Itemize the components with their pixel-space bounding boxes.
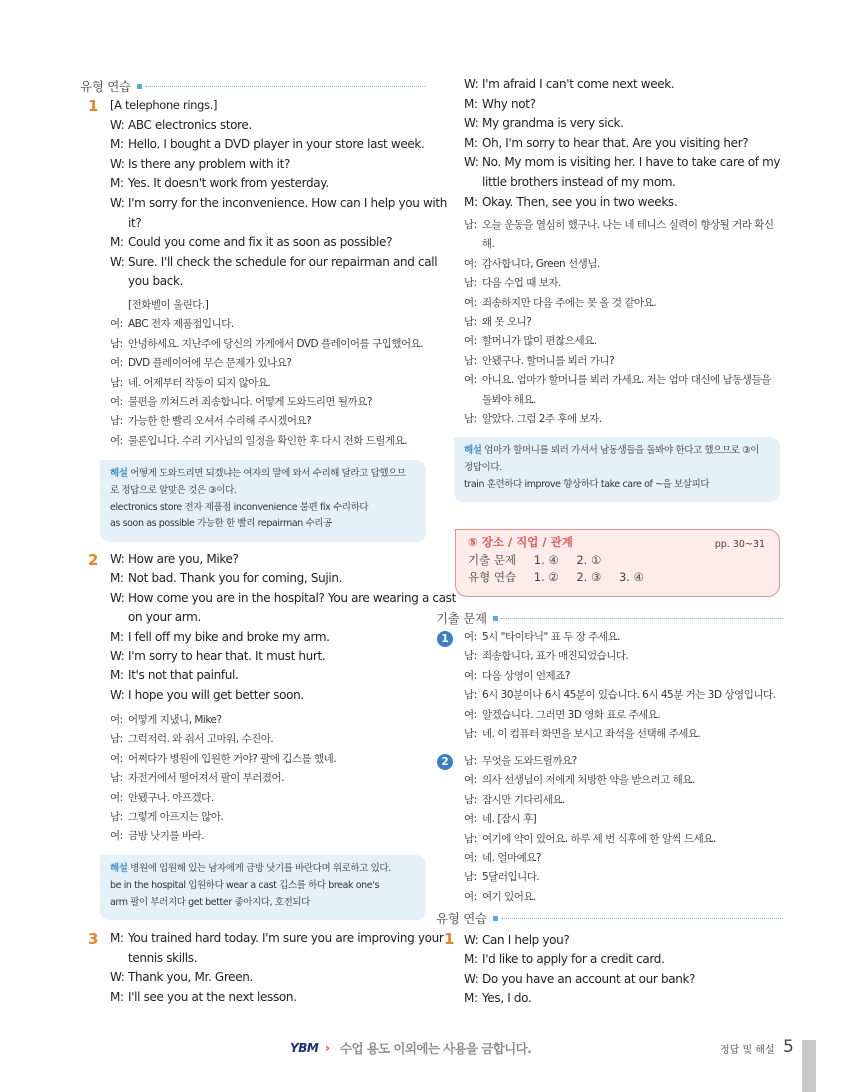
- line-text: How come you are in the hospital? You are wearing a cast: [128, 590, 456, 605]
- speaker-label: M:: [110, 989, 124, 1004]
- dialogue-line: [464, 114, 624, 134]
- line-text: Do you have an account at our bank?: [482, 971, 696, 986]
- explanation-line: [110, 895, 416, 912]
- dialogue-line: [464, 255, 600, 275]
- line-text: 오늘 운동을 열심히 했구나. 나는 네 테니스 실력이 향상될 거라 확신: [482, 219, 774, 231]
- line-text: it?: [128, 215, 142, 230]
- answer-row2-label: 유형 연습: [468, 570, 517, 584]
- line-text: I'm sorry to hear that. It must hurt.: [128, 649, 326, 663]
- speaker-label: M:: [110, 176, 124, 191]
- dialogue-line: [464, 216, 774, 236]
- speaker-label: W:: [110, 590, 125, 605]
- dialogue-line: [464, 752, 577, 772]
- speaker-label: M:: [464, 952, 478, 967]
- speaker-label: 남:: [464, 316, 477, 328]
- dialogue-line: [110, 769, 284, 789]
- dialogue-line: [464, 791, 565, 811]
- explanation-line: [110, 500, 416, 517]
- dialogue-line: [110, 550, 239, 570]
- dialogue-line: [110, 750, 336, 770]
- speaker-label: 여:: [464, 631, 477, 643]
- explanation-text: 로 정답으로 알맞은 것은 ③이다.: [110, 484, 237, 496]
- line-text: 감사합니다, Green 선생님.: [482, 257, 600, 270]
- dialogue-line: [464, 706, 660, 726]
- dialogue-line: [464, 849, 541, 869]
- line-text: 가능한 한 빨리 오셔서 수리해 주시겠어요?: [128, 415, 312, 428]
- line-text: 다음 상영이 언제죠?: [482, 669, 570, 682]
- speaker-label: 여:: [464, 708, 477, 721]
- speaker-label: 남:: [110, 733, 123, 746]
- answer-value: 1. ④: [533, 552, 559, 567]
- speaker-label: M:: [110, 668, 124, 683]
- dialogue-line: [464, 235, 494, 255]
- speaker-label: 여:: [464, 852, 477, 864]
- speaker-label: 남:: [464, 728, 477, 740]
- line-text: Yes. It doesn't work from yesterday.: [128, 176, 329, 191]
- line-text: My grandma is very sick.: [482, 116, 624, 131]
- dialogue-line: [110, 253, 437, 273]
- dialogue-line: [464, 294, 656, 314]
- speaker-label: W:: [464, 77, 479, 91]
- dialogue-line: [464, 173, 676, 193]
- line-text: 그렇게 아프지는 않아.: [128, 811, 224, 823]
- line-text: Sure. I'll check the schedule for our repairman and call: [128, 254, 438, 269]
- speaker-label: 남:: [110, 811, 123, 823]
- speaker-label: 여:: [110, 318, 123, 331]
- dialogue-line: [110, 647, 325, 667]
- dialogue-line: [464, 371, 771, 391]
- speaker-label: M:: [110, 931, 124, 945]
- line-text: 5달러입니다.: [482, 871, 540, 884]
- line-text: Thank you, Mr. Green.: [128, 970, 253, 985]
- dialogue-line: [110, 174, 329, 194]
- speaker-label: 남:: [464, 277, 477, 290]
- speaker-label: W:: [110, 156, 125, 171]
- line-text: little brothers instead of my mom.: [482, 175, 676, 189]
- dialogue-line: [464, 830, 716, 850]
- dialogue-line: [464, 193, 677, 213]
- speaker-label: 남:: [464, 650, 477, 663]
- speaker-label: W:: [110, 552, 125, 566]
- line-text: 안녕하세요. 지난주에 당신의 가게에서 DVD 플레이어를 구입했어요.: [128, 337, 424, 350]
- line-text: It's not that painful.: [128, 668, 239, 683]
- speaker-label: 남:: [464, 354, 477, 367]
- speaker-label: M:: [464, 135, 478, 150]
- line-text: 5시 "타이타닉" 표 두 장 주세요.: [482, 631, 620, 643]
- dialogue-line: [110, 272, 183, 292]
- speaker-label: M:: [110, 571, 124, 586]
- dialogue-line: [110, 608, 201, 628]
- line-text: 안됐구나. 아프겠다.: [128, 791, 214, 804]
- line-text: 불편을 끼쳐드려 죄송합니다. 어떻게 도와드리면 될까요?: [128, 396, 372, 408]
- heading-rule: [145, 86, 425, 87]
- speaker-label: M:: [464, 96, 478, 111]
- speaker-label: 남:: [110, 337, 123, 350]
- speaker-label: W:: [464, 116, 479, 131]
- line-text: 잠시만 기다리세요.: [482, 793, 565, 806]
- line-text: No. My mom is visiting her. I have to take care of my: [482, 155, 781, 170]
- speaker-label: W:: [464, 155, 479, 170]
- dialogue-line: [110, 412, 311, 432]
- speaker-label: 남:: [464, 755, 477, 767]
- dialogue-line: [110, 393, 372, 413]
- line-text: Is there any problem with it?: [128, 156, 291, 171]
- explanation-line: [464, 460, 770, 477]
- line-text: 네. 얼마예요?: [482, 852, 541, 864]
- answer-value: 2. ③: [576, 570, 602, 584]
- line-text: Not bad. Thank you for coming, Sujin.: [128, 571, 343, 586]
- dialogue-line: [110, 949, 197, 969]
- explanation-text: 어떻게 도와드리면 되겠냐는 여자의 말에 와서 수리해 달라고 답했으므: [130, 468, 406, 479]
- speaker-label: 여:: [464, 774, 477, 787]
- dialogue-line: [464, 647, 628, 667]
- line-text: on your arm.: [128, 610, 201, 625]
- explanation-text: 정답이다.: [464, 461, 502, 473]
- dialogue-line: [110, 194, 447, 214]
- question-1-explanation: [100, 460, 426, 542]
- speaker-label: 남:: [110, 376, 123, 389]
- line-text: I fell off my bike and broke my arm.: [128, 629, 330, 644]
- line-text: 다음 수업 때 보자.: [482, 277, 561, 290]
- dialogue-line: [464, 75, 674, 95]
- line-text: 죄송하지만 다음 주에는 못 올 것 같아요.: [482, 296, 657, 309]
- speaker-label: 남:: [464, 219, 477, 231]
- line-text: 알았다. 그럼 2주 후에 보자.: [482, 413, 602, 425]
- line-text: 네. 이 컴퓨터 화면을 보시고 좌석을 선택해 주세요.: [482, 728, 701, 740]
- ybm-logo: YBM: [290, 1041, 319, 1055]
- line-text: [전화벨이 울린다.]: [128, 299, 209, 311]
- dialogue-line: [464, 888, 536, 908]
- answer-value: 2. ①: [576, 552, 602, 567]
- practice-number-1: 1: [444, 930, 455, 948]
- dialogue-line: [464, 931, 569, 951]
- explanation-line: [464, 443, 770, 460]
- heading-marker-icon: [137, 84, 142, 89]
- dialogue-line: [110, 968, 253, 988]
- dialogue-line: [464, 153, 780, 173]
- dialogue-line: [464, 868, 539, 888]
- explanation-label: 해설: [110, 468, 128, 479]
- dialogue-line: [110, 354, 291, 374]
- question-3-explanation: [454, 437, 780, 502]
- dialogue-line: [110, 335, 423, 355]
- dialogue-line: [464, 313, 531, 333]
- dialogue-line: [110, 233, 392, 253]
- dialogue-line: [110, 432, 407, 452]
- speaker-label: 여:: [110, 434, 123, 447]
- dialogue-line: [464, 95, 536, 115]
- speaker-label: 남:: [464, 793, 477, 806]
- line-text: 아니요. 엄마가 할머니를 뵈러 가세요. 저는 엄마 대신에 남동생들을: [482, 374, 771, 387]
- dialogue-line: [110, 315, 234, 335]
- dialogue-line: [110, 808, 223, 828]
- past-exam-number-1: 1: [437, 631, 453, 647]
- dialogue-line: [110, 686, 304, 706]
- dialogue-line: [464, 134, 748, 154]
- explanation-line: [110, 878, 416, 895]
- speaker-label: 여:: [110, 830, 123, 843]
- speaker-label: 여:: [464, 669, 477, 682]
- line-text: 여기 있어요.: [482, 890, 536, 903]
- speaker-label: W:: [464, 971, 479, 986]
- dialogue-line: [110, 374, 270, 394]
- dialogue-line: [110, 730, 273, 750]
- line-text: DVD 플레이어에 무슨 문제가 있나요?: [128, 357, 292, 370]
- speaker-label: 남:: [464, 832, 477, 845]
- section-heading-past-exam: 기출 문제: [436, 609, 783, 627]
- line-text: I'm afraid I can't come next week.: [482, 77, 675, 91]
- dialogue-line: [464, 332, 597, 352]
- line-text: I'm sorry for the inconvenience. How can I help you with: [128, 196, 448, 210]
- line-text: You trained hard today. I'm sure you are improving your: [128, 931, 444, 945]
- dialogue-line: [464, 989, 531, 1009]
- explanation-text: as soon as possible 가능한 한 빨리 repairman 수리공: [110, 518, 332, 530]
- speaker-label: W:: [110, 687, 125, 702]
- explanation-text: 병원에 입원해 있는 남자에게 금방 낫기를 바란다며 위로하고 있다.: [130, 863, 391, 874]
- speaker-label: 여:: [464, 813, 477, 826]
- line-text: 의사 선생님이 저에게 처방한 약을 받으려고 해요.: [482, 774, 695, 787]
- dialogue-line: [110, 628, 330, 648]
- line-text: 6시 30분이나 6시 45분이 있습니다. 6시 45분 거는 3D 상영입니다.: [482, 689, 776, 702]
- page-number: 5: [783, 1037, 794, 1057]
- dialogue-line: [110, 711, 222, 731]
- line-text: I hope you will get better soon.: [128, 687, 304, 702]
- section-heading-practice: 유형 연습: [80, 77, 425, 95]
- line-text: 해.: [482, 238, 495, 251]
- dialogue-line: [464, 352, 614, 372]
- line-text: Can I help you?: [482, 933, 570, 947]
- dialogue-line: [464, 410, 602, 430]
- dialogue-line: [110, 155, 290, 175]
- line-text: 자전거에서 떨어져서 팔이 부러졌어.: [128, 772, 284, 785]
- speaker-label: 여:: [110, 396, 123, 408]
- line-text: [A telephone rings.]: [110, 98, 218, 112]
- speaker-label: W:: [110, 117, 125, 132]
- speaker-label: 여:: [110, 357, 123, 370]
- question-number-1: 1: [88, 97, 99, 115]
- explanation-text: electronics store 전자 제품점 inconvenience 불편 fix 수리하다: [110, 501, 369, 513]
- explanation-line: [110, 861, 416, 878]
- copyright-notice: 수업 용도 이외에는 사용을 금합니다.: [340, 1041, 532, 1056]
- line-text: tennis skills.: [128, 950, 198, 965]
- answer-value: 3. ④: [618, 570, 644, 584]
- dialogue-line: [464, 810, 536, 830]
- speaker-label: 여:: [464, 257, 477, 270]
- line-text: 돌봐야 해요.: [482, 393, 536, 406]
- speaker-label: M:: [464, 991, 478, 1006]
- speaker-label: 여:: [464, 374, 477, 387]
- line-text: you back.: [128, 274, 184, 289]
- speaker-label: M:: [110, 629, 124, 644]
- line-text: 어떻게 지냈니, Mike?: [128, 714, 222, 726]
- heading-rule: [501, 618, 783, 619]
- question-number-3: 3: [88, 930, 99, 948]
- explanation-label: 해설: [110, 863, 128, 874]
- heading-marker-icon: [493, 616, 498, 621]
- explanation-line: [110, 516, 416, 533]
- line-text: I'll see you at the next lesson.: [128, 989, 297, 1004]
- dialogue-line: [110, 214, 141, 234]
- answer-value: 1. ②: [533, 570, 559, 584]
- explanation-text: be in the hospital 입원하다 wear a cast 깁스를 하다 break one's: [110, 879, 379, 891]
- dialogue-line: [464, 970, 695, 990]
- line-text: Could you come and fix it as soon as possible?: [128, 235, 393, 250]
- speaker-label: M:: [110, 235, 124, 250]
- answer-row1-label: 기출 문제: [468, 552, 517, 567]
- line-text: 무엇을 도와드릴까요?: [482, 755, 577, 767]
- chevron-right-icon: ›: [325, 1041, 330, 1055]
- speaker-label: 남:: [110, 772, 123, 785]
- dialogue-line: [464, 950, 664, 970]
- explanation-text: 엄마가 할머니를 뵈러 가셔서 남동생들을 돌봐야 한다고 했으므로 ③이: [484, 445, 760, 456]
- line-text: ABC 전자 제품점입니다.: [128, 318, 234, 331]
- line-text: I'd like to apply for a credit card.: [482, 952, 665, 967]
- explanation-line: [110, 483, 416, 500]
- speaker-label: 남:: [464, 871, 477, 884]
- dialogue-line: [110, 569, 342, 589]
- explanation-text: arm 팔이 부러지다 get better 좋아지다, 호전되다: [110, 896, 310, 908]
- line-text: Why not?: [482, 96, 536, 111]
- line-text: 왜 못 오니?: [482, 316, 532, 328]
- line-text: 죄송합니다, 표가 매진되었습니다.: [482, 650, 629, 663]
- dialogue-line: [110, 135, 424, 155]
- line-text: Okay. Then, see you in two weeks.: [482, 194, 678, 209]
- speaker-label: 여:: [110, 791, 123, 804]
- line-text: 네. [잠시 후]: [482, 813, 537, 826]
- line-text: Hello. I bought a DVD player in your store last week.: [128, 137, 425, 152]
- line-text: 알겠습니다. 그러면 3D 영화 표로 주세요.: [482, 708, 661, 721]
- dialogue-line: [464, 667, 570, 687]
- speaker-label: M:: [464, 194, 478, 209]
- line-text: 할머니가 많이 편찮으세요.: [482, 335, 597, 348]
- heading-marker-icon: [493, 916, 498, 921]
- line-text: 금방 낫기를 바라.: [128, 830, 205, 843]
- explanation-text: train 훈련하다 improve 향상하다 take care of ~을 보살피다: [464, 478, 710, 490]
- dialogue-line: [110, 988, 297, 1008]
- speaker-label: 남:: [464, 413, 477, 425]
- line-text: 그럭저럭. 와 줘서 고마워, 수진아.: [128, 733, 274, 746]
- speaker-label: 남:: [110, 415, 123, 428]
- dialogue-line: [110, 116, 252, 136]
- line-text: 여기에 약이 있어요. 하루 세 번 식후에 한 알씩 드세요.: [482, 832, 716, 845]
- dialogue-line: [110, 96, 217, 116]
- dialogue-line: [464, 628, 620, 648]
- answer-box-title: ⑤ 장소 / 직업 / 관계: [468, 535, 573, 549]
- dialogue-line: [110, 827, 204, 847]
- speaker-label: 여:: [464, 890, 477, 903]
- question-number-2: 2: [88, 551, 99, 569]
- explanation-label: 해설: [464, 445, 482, 456]
- line-text: 어쩌다가 병원에 입원한 거야? 팔에 깁스를 했네.: [128, 752, 337, 765]
- dialogue-line: [110, 589, 456, 609]
- dialogue-line: [464, 725, 700, 745]
- speaker-label: 여:: [464, 335, 477, 348]
- heading-rule: [501, 918, 783, 919]
- answer-summary-box: [455, 529, 780, 597]
- line-text: 안됐구나. 할머니를 뵈러 가니?: [482, 354, 615, 367]
- dialogue-line: [464, 391, 536, 411]
- dialogue-line: [110, 929, 443, 949]
- dialogue-line: [464, 274, 561, 294]
- question-2-explanation: [100, 855, 426, 920]
- speaker-label: W:: [464, 933, 479, 947]
- speaker-label: W:: [110, 649, 125, 663]
- dialogue-line: [464, 686, 775, 706]
- section-heading-practice-2: 유형 연습: [436, 909, 783, 927]
- speaker-label: W:: [110, 196, 125, 210]
- line-text: 물론입니다. 수리 기사님의 일정을 확인한 후 다시 전화 드릴게요.: [128, 434, 408, 447]
- past-exam-number-2: 2: [437, 754, 453, 770]
- dialogue-line: [464, 771, 695, 791]
- speaker-label: 여:: [110, 714, 123, 726]
- dialogue-line: [110, 789, 214, 809]
- page-label: 정답 및 해설: [720, 1045, 775, 1056]
- speaker-label: W:: [110, 970, 125, 985]
- line-text: 네. 어제부터 작동이 되지 않아요.: [128, 376, 271, 389]
- dialogue-line: [110, 666, 238, 686]
- explanation-line: [464, 477, 770, 494]
- line-text: ABC electronics store.: [128, 117, 252, 132]
- answer-box-pages: pp. 30~31: [714, 539, 765, 550]
- speaker-label: 남:: [464, 689, 477, 702]
- dialogue-line: [110, 296, 208, 316]
- explanation-line: [110, 466, 416, 483]
- line-text: How are you, Mike?: [128, 552, 239, 566]
- line-text: Yes, I do.: [482, 991, 532, 1006]
- speaker-label: M:: [110, 137, 124, 152]
- line-text: Oh, I'm sorry to hear that. Are you visiting her?: [482, 135, 749, 150]
- speaker-label: 여:: [464, 296, 477, 309]
- speaker-label: W:: [110, 254, 125, 269]
- page-edge-tab: [802, 1040, 816, 1092]
- speaker-label: 여:: [110, 752, 123, 765]
